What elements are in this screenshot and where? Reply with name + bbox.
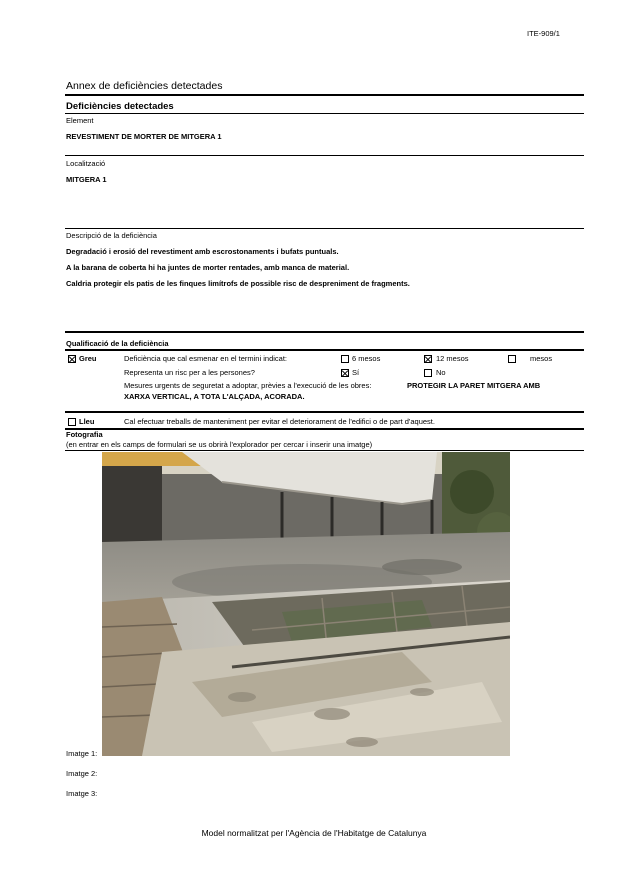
risk-yes-label: Sí — [352, 368, 360, 377]
description-line-1[interactable]: Degradació i erosió del revestiment amb escrostonaments i bufats puntuals. — [66, 247, 339, 256]
image-slot-2[interactable]: Imatge 2: — [66, 769, 98, 778]
measures-value-2[interactable]: XARXA VERTICAL, A TOTA L'ALÇADA, ACORADA. — [124, 392, 305, 401]
other-months-checkbox[interactable] — [508, 355, 516, 363]
six-months-checkbox[interactable] — [341, 355, 349, 363]
section-rule — [65, 113, 584, 114]
location-value[interactable]: MITGERA 1 — [66, 175, 107, 184]
photo-note: (en entrar en els camps de formulari se us obrirà l'explorador per cercar i inserir una imatge) — [66, 440, 373, 449]
six-months-label: 6 mesos — [352, 354, 381, 363]
image-slot-1[interactable]: Imatge 1: — [66, 749, 98, 758]
twelve-months-label: 12 mesos — [436, 354, 469, 363]
title-rule — [65, 94, 584, 96]
image-slot-3[interactable]: Imatge 3: — [66, 789, 98, 798]
risk-question: Representa un risc per a les persones? — [124, 368, 255, 377]
measures-value-1[interactable]: PROTEGIR LA PARET MITGERA AMB — [407, 381, 541, 390]
greu-rule — [65, 411, 584, 413]
location-label: Localització — [66, 159, 106, 168]
risk-no-label: No — [436, 368, 446, 377]
lleu-rule — [65, 428, 584, 430]
description-line-3[interactable]: Caldria protegir els patis de les finques limítrofs de possible risc de despreniment de fragments. — [66, 279, 410, 288]
description-rule — [65, 331, 584, 333]
risk-yes-checkbox[interactable] — [341, 369, 349, 377]
element-value[interactable]: REVESTIMENT DE MORTER DE MITGERA 1 — [66, 132, 222, 141]
lleu-label: Lleu — [79, 417, 95, 426]
description-line-2[interactable]: A la barana de coberta hi ha juntes de morter rentades, amb manca de material. — [66, 263, 350, 272]
deficiency-photo[interactable] — [102, 452, 510, 756]
document-code: ITE-909/1 — [527, 29, 560, 38]
footer-text: Model normalitzat per l'Agència de l'Habitatge de Catalunya — [201, 828, 427, 838]
twelve-months-checkbox[interactable] — [424, 355, 432, 363]
lleu-checkbox[interactable] — [68, 418, 76, 426]
qualification-rule — [65, 349, 584, 351]
description-label: Descripció de la deficiència — [66, 231, 157, 240]
qualification-label: Qualificació de la deficiència — [66, 339, 169, 348]
greu-label: Greu — [79, 354, 97, 363]
lleu-text: Cal efectuar treballs de manteniment per evitar el deteriorament de l'edifici o de part d'aquest. — [124, 417, 435, 426]
other-months-label: mesos — [530, 354, 553, 363]
greu-checkbox[interactable] — [68, 355, 76, 363]
risk-no-checkbox[interactable] — [424, 369, 432, 377]
term-text: Deficiència que cal esmenar en el termini indicat: — [124, 354, 287, 363]
page-title: Annex de deficiències detectades — [66, 80, 223, 92]
section-title: Deficiències detectades — [66, 101, 174, 112]
element-label: Element — [66, 116, 94, 125]
photo-rule — [65, 450, 584, 451]
measures-text: Mesures urgents de seguretat a adoptar, prèvies a l'execució de les obres: — [124, 381, 372, 390]
location-rule — [65, 228, 584, 229]
photo-label: Fotografia — [66, 430, 103, 439]
element-rule — [65, 155, 584, 156]
